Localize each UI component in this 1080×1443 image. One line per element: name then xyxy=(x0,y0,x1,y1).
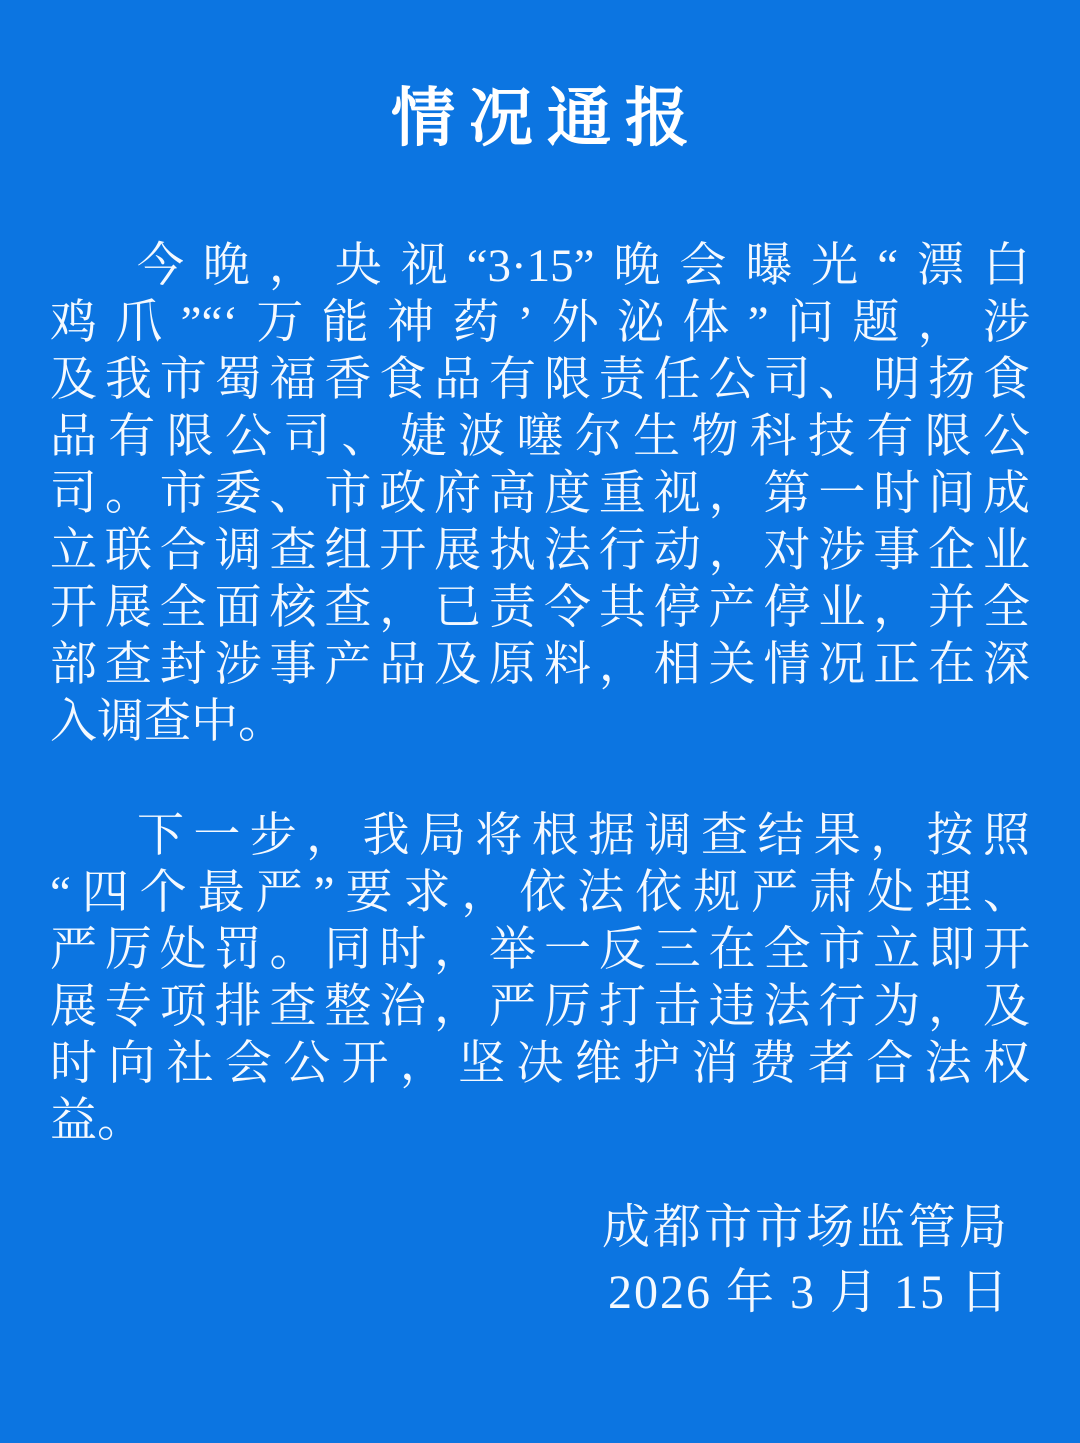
body-line: 开展全面核查，已责令其停产停业，并全 xyxy=(50,582,1030,634)
paragraph xyxy=(50,808,1030,1150)
body-line: 时向社会公开，坚决维护消费者合法权 xyxy=(50,1038,1030,1090)
body-line: 展专项排查整治，严厉打击违法行为，及 xyxy=(50,981,1030,1033)
notice-title: 情况通报 xyxy=(391,82,703,154)
notice-body xyxy=(50,238,1030,1150)
body-line: 司。市委、市政府高度重视，第一时间成 xyxy=(50,468,1030,520)
issuer-name: 成都市市场监管局 xyxy=(601,1201,1010,1254)
body-line: 下一步，我局将根据调查结果，按照 xyxy=(136,810,1030,862)
signature-block xyxy=(0,1195,1010,1325)
body-line: 立联合调查组开展执法行动，对涉事企业 xyxy=(50,525,1030,577)
body-line: “四个最严”要求，依法依规严肃处理、 xyxy=(50,867,1030,919)
body-line: 入调查中。 xyxy=(50,696,285,748)
body-line: 及我市蜀福香食品有限责任公司、明扬食 xyxy=(50,354,1030,406)
issue-date: 2026 年 3 月 15 日 xyxy=(607,1266,1010,1319)
paragraph xyxy=(50,238,1030,751)
body-line: 品有限公司、婕波噻尔生物科技有限公 xyxy=(50,411,1030,463)
body-line: 鸡爪”“‘万能神药’外泌体”问题，涉 xyxy=(50,297,1030,349)
body-line: 严厉处罚。同时，举一反三在全市立即开 xyxy=(50,924,1030,976)
body-line: 益。 xyxy=(50,1095,144,1147)
body-line: 部查封涉事产品及原料，相关情况正在深 xyxy=(50,639,1030,691)
body-line: 今晚，央视“3·15”晚会曝光“漂白 xyxy=(136,240,1030,292)
